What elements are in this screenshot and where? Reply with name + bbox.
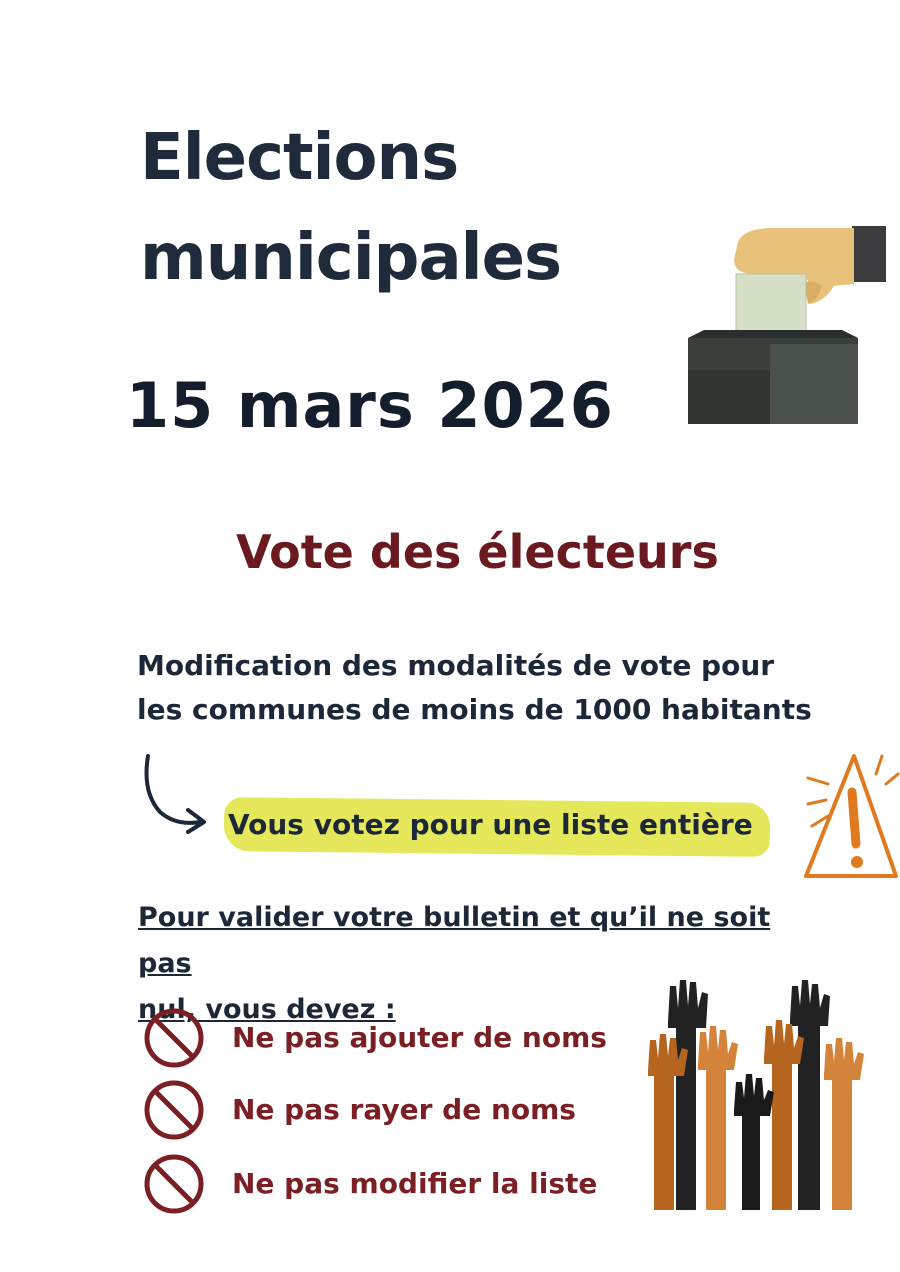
page-title xyxy=(140,108,660,308)
intro-text xyxy=(137,644,857,732)
election-date: 15 mars 2026 xyxy=(126,369,614,442)
intro-line-2: les communes de moins de 1000 habitants xyxy=(137,693,812,726)
rules-heading-line-2: nul, vous devez : xyxy=(138,994,396,1025)
raised-hands-illustration xyxy=(648,978,864,1210)
rule-label: Ne pas rayer de noms xyxy=(232,1093,576,1126)
rule-item xyxy=(142,1078,642,1142)
rules-heading-line-1: Pour valider votre bulletin et qu’il ne soit pas xyxy=(138,902,771,979)
prohibited-icon xyxy=(142,1152,206,1216)
highlight-text: Vous votez pour une liste entière xyxy=(228,808,753,841)
curved-arrow-icon xyxy=(138,752,218,842)
intro-line-1: Modification des modalités de vote pour xyxy=(137,649,775,682)
rule-label: Ne pas modifier la liste xyxy=(232,1167,598,1200)
prohibited-icon xyxy=(142,1078,206,1142)
rule-item xyxy=(142,1152,642,1216)
warning-triangle-icon xyxy=(798,748,900,884)
title-line-2: municipales xyxy=(140,221,562,295)
section-subtitle: Vote des électeurs xyxy=(236,525,719,579)
prohibited-icon xyxy=(142,1006,206,1070)
rule-item xyxy=(142,1006,642,1070)
title-line-1: Elections xyxy=(140,121,459,195)
ballot-box-icon xyxy=(684,220,888,430)
rule-label: Ne pas ajouter de noms xyxy=(232,1021,607,1054)
